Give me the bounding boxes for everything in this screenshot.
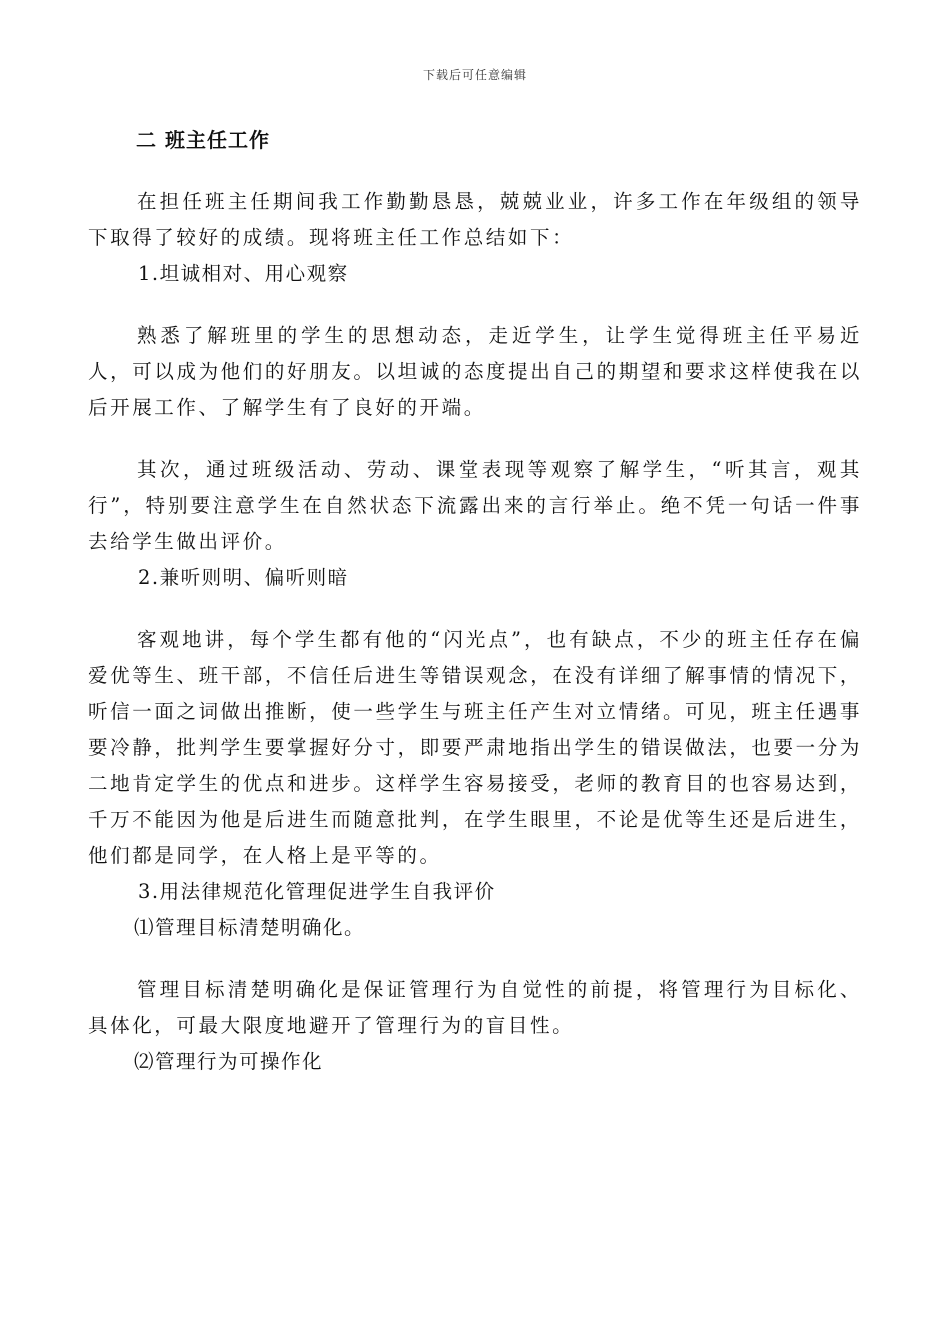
subheading-1: 1.坦诚相对、用心观察 xyxy=(138,262,349,285)
paragraph-4: 管理目标清楚明确化是保证管理行为自觉性的前提，将管理行为目标化、具体化，可最大限度地避开了管理行为的盲目性。 xyxy=(88,978,862,1037)
intro-paragraph: 在担任班主任期间我工作勤勤恳恳，兢兢业业，许多工作在年级组的领导下取得了较好的成绩。现将班主任工作总结如下： xyxy=(88,190,862,249)
sub-subheading-1: ⑴管理目标清楚明确化。 xyxy=(134,916,366,939)
paragraph-2: 其次，通过班级活动、劳动、课堂表现等观察了解学生，“听其言，观其行”，特别要注意学生在自然状态下流露出来的言行举止。绝不凭一句话一件事去给学生做出评价。 xyxy=(88,458,862,553)
paragraph-3: 客观地讲，每个学生都有他的“闪光点”，也有缺点，不少的班主任存在偏爱优等生、班干部，不信任后进生等错误观念，在没有详细了解事情的情况下，听信一面之词做出推断，使一些学生与班主任产生对立情绪。可见，班主任遇事要冷静，批判学生要掌握好分寸，即要严肃地指出学生的错误做法，也要一分为二地肯定学生的优点和进步。这样学生容易接受，老师的教育目的也容易达到，千万不能因为他是后进生而随意批判，在学生眼里，不论是优等生还是后进生，他们都是同学，在人格上是平等的。 xyxy=(88,628,862,867)
paragraph-1: 熟悉了解班里的学生的思想动态，走近学生，让学生觉得班主任平易近人，可以成为他们的好朋友。以坦诚的态度提出自己的期望和要求这样使我在以后开展工作、了解学生有了良好的开端。 xyxy=(88,324,862,419)
subheading-2: 2.兼听则明、偏听则暗 xyxy=(138,566,349,589)
sub-subheading-2: ⑵管理行为可操作化 xyxy=(134,1050,324,1073)
subheading-3: 3.用法律规范化管理促进学生自我评价 xyxy=(138,880,496,903)
header-note: 下载后可任意编辑 xyxy=(422,68,527,82)
section-title: 二 班主任工作 xyxy=(136,128,270,152)
document-body xyxy=(88,118,862,1080)
